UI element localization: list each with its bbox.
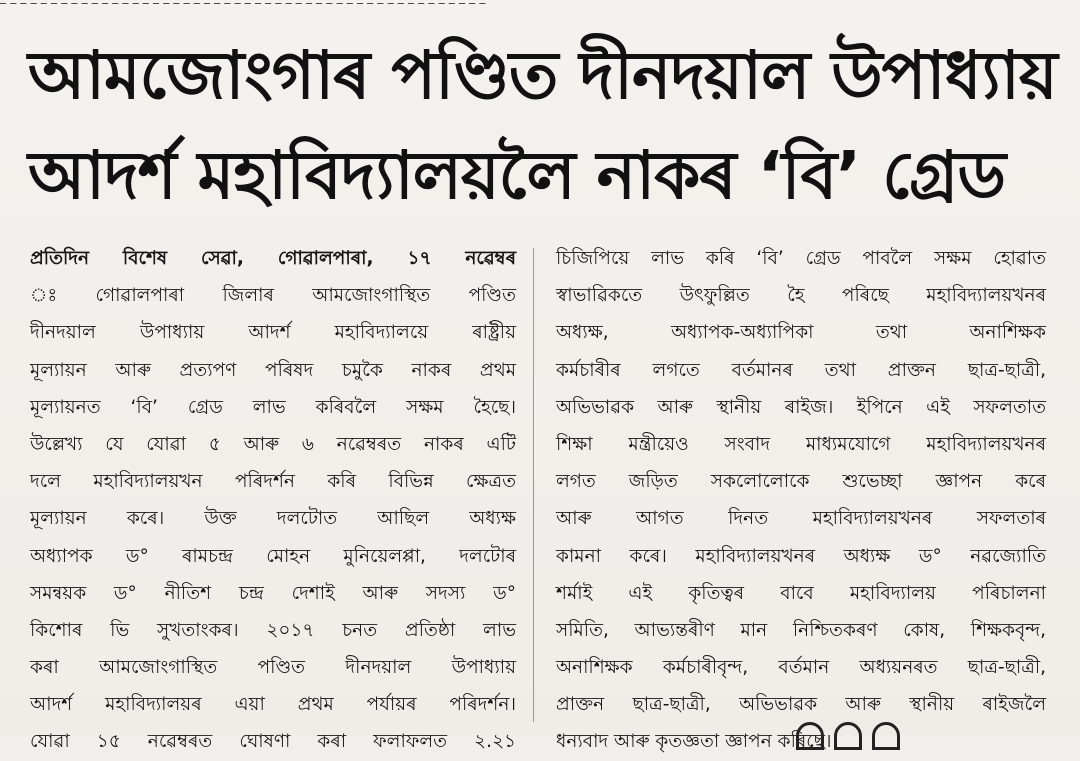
article-line: উল্লেখ্য যে যোৱা ৫ আৰু ৬ নৱেম্বৰত নাকৰ এটি (30, 433, 516, 455)
article-line: কিশোৰ ভি সুখতাংকৰ। ২০১৭ চনত প্ৰতিষ্ঠা লাভ (30, 619, 516, 641)
glyph-fragment (872, 722, 900, 750)
article-line: কৰ্মচাৰীৰ লগতে বৰ্তমানৰ তথা প্ৰাক্তন ছাত্ৰ-ছাত্ৰী, (556, 359, 1046, 381)
article-line: অভিভাৱক আৰু স্থানীয় ৰাইজ। ইপিনে এই সফলতাত (556, 396, 1046, 418)
article-line: সমন্বয়ক ড° নীতিশ চন্দ্ৰ দেশাই আৰু সদস্য ড° (30, 582, 516, 604)
glyph-fragment (834, 722, 862, 750)
article-column-1 (30, 240, 516, 753)
cropped-top-text-fragment: ─ ─ ─ ─ ─ ─ ─ ─ ─ ─ ─ ─ ─ ─ ─ ─ ─ ─ ─ ─ ─ ─ ─ ─ ─ ─ ─ ─ ─ ─ ─ ─ ─ ─ ─ ─ ─ ─ ─ ─ ─ ─ ─ ─ ─ ─ ─ ─ (0, 0, 486, 10)
glyph-fragment (796, 722, 824, 750)
article-line: প্ৰতিদিন বিশেষ সেৱা, গোৱালপাৰা, ১৭ নৱেম্বৰ (30, 248, 516, 269)
headline-line-2: আদৰ্শ মহাবিদ্যালয়লৈ নাকৰ ‘বি’ গ্ৰেড (28, 137, 1006, 214)
article-line: মূল্যায়ন আৰু প্ৰত্যপণ পৰিষদ চমুকৈ নাকৰ প্ৰথম (30, 359, 516, 381)
article-line: শিক্ষা মন্ত্ৰীয়েও সংবাদ মাধ্যমযোগে মহাবিদ্যালয়খনৰ (556, 433, 1046, 455)
column-divider (533, 248, 534, 722)
cropped-bottom-text-fragment (796, 716, 936, 736)
article-line: দলে মহাবিদ্যালয়খন পৰিদৰ্শন কৰি বিভিন্ন ক্ষেত্ৰত (30, 471, 516, 493)
article-line: ঃ গোৱালপাৰা জিলাৰ আমজোংগাস্থিত পণ্ডিত (30, 285, 516, 307)
article-column-2 (556, 240, 1046, 753)
article-line: দীনদয়াল উপাধ্যায় আদৰ্শ মহাবিদ্যালয়ে ৰাষ্ট্ৰীয় (30, 322, 516, 344)
headline-line-1: আমজোংগাৰ পণ্ডিত দীনদয়াল উপাধ্যায় (28, 37, 1057, 114)
article-line: শৰ্মাই এই কৃতিত্বৰ বাবে মহাবিদ্যালয় পৰিচালনা (556, 582, 1046, 604)
article-line: অধ্যাপক ড° ৰামচন্দ্ৰ মোহন মুনিয়েলপ্পা, দলটোৰ (30, 545, 516, 567)
article-line: অধ্যক্ষ, অধ্যাপক-অধ্যাপিকা তথা অনাশিক্ষক (556, 322, 1046, 344)
article-line: যোৱা ১৫ নৱেম্বৰত ঘোষণা কৰা ফলাফলত ২.২১ (30, 731, 516, 753)
article-line: আৰু আগত দিনত মহাবিদ্যালয়খনৰ সফলতাৰ (556, 508, 1046, 530)
article-line: মূল্যায়ন কৰে। উক্ত দলটোত আছিল অধ্যক্ষ (30, 508, 516, 530)
article-line: অনাশিক্ষক কৰ্মচাৰীবৃন্দ, বৰ্তমান অধ্যয়নৰত ছাত্ৰ-ছাত্ৰী, (556, 657, 1046, 679)
article-line: স্বাভাৱিকতে উৎফুল্লিত হৈ পৰিছে মহাবিদ্যালয়খনৰ (556, 285, 1046, 307)
article-line: মূল্যায়নত ‘বি’ গ্ৰেড লাভ কৰিবলৈ সক্ষম হৈছে। (30, 396, 516, 418)
article-line: আদৰ্শ মহাবিদ্যালয়ৰ এয়া প্ৰথম পৰ্যায়ৰ পৰিদৰ্শন। (30, 694, 516, 716)
article-line: কামনা কৰে। মহাবিদ্যালয়খনৰ অধ্যক্ষ ড° নৱজ্যোতি (556, 545, 1046, 567)
article-line: সমিতি, আভ্যন্তৰীণ মান নিশ্চিতকৰণ কোষ, শিক্ষকবৃন্দ, (556, 619, 1046, 641)
article-line: প্ৰাক্তন ছাত্ৰ-ছাত্ৰী, অভিভাৱক আৰু স্থানীয় ৰাইজলৈ (556, 694, 1046, 716)
article-line: চিজিপিয়ে লাভ কৰি ‘বি’ গ্ৰেড পাবলৈ সক্ষম হোৱাত (556, 248, 1046, 269)
article-line: ধন্যবাদ আৰু কৃতজ্ঞতা জ্ঞাপন কৰিছে। (556, 731, 832, 753)
article-line: কৰা আমজোংগাস্থিত পণ্ডিত দীনদয়াল উপাধ্যায় (30, 657, 516, 679)
article-line: লগত জড়িত সকলোলোকে শুভেচ্ছা জ্ঞাপন কৰে (556, 471, 1046, 493)
